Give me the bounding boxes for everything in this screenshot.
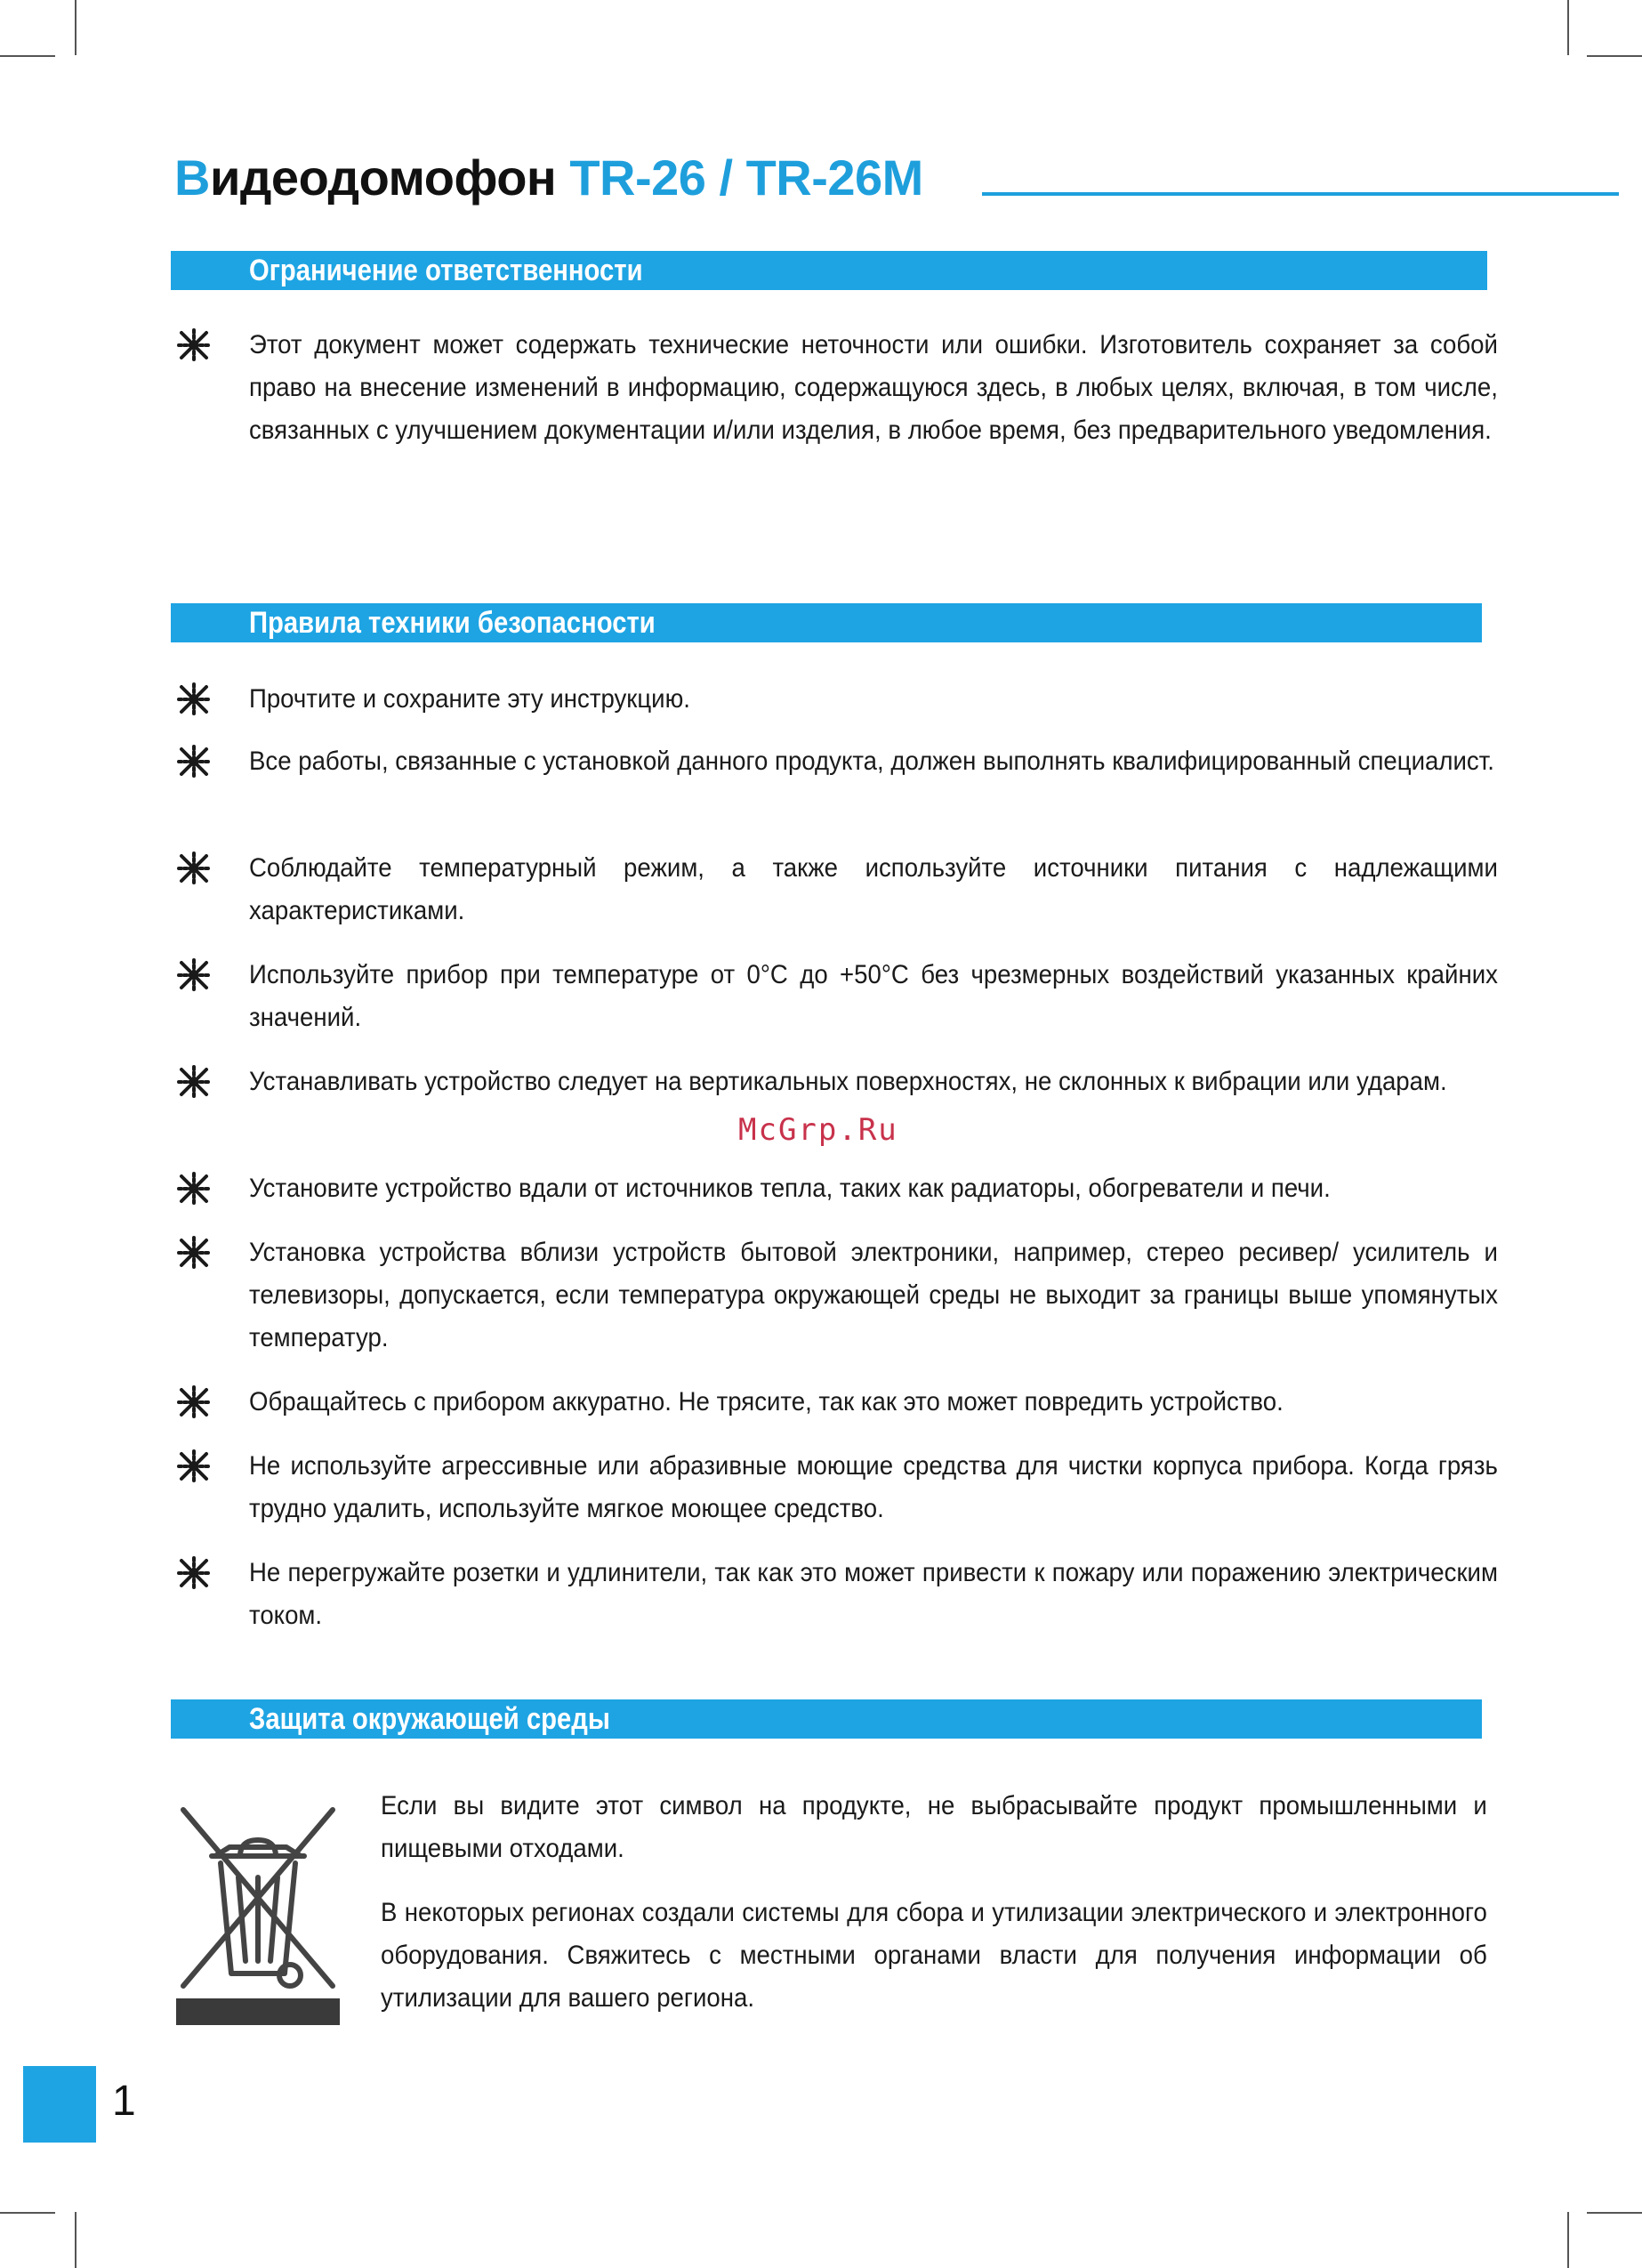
asterisk-bullet-icon xyxy=(174,1554,213,1593)
crop-mark xyxy=(75,2212,76,2268)
list-item xyxy=(174,1445,1498,1530)
asterisk-bullet-icon xyxy=(174,680,213,719)
page-tab xyxy=(23,2066,96,2143)
title-initial: В xyxy=(174,149,210,206)
list-item xyxy=(174,678,1489,721)
list-item xyxy=(174,1231,1498,1360)
environment-paragraph: В некоторых регионах создали системы для сбора и утилизации электрического и электронного оборудования. Свяжитесь с местными органами власти для получения информации об утилизации для вашего региона. xyxy=(381,1898,1487,2013)
crop-mark xyxy=(0,55,55,57)
section-header-environment xyxy=(171,1699,1482,1739)
asterisk-bullet-icon xyxy=(174,1447,213,1486)
crop-mark xyxy=(0,2212,55,2214)
item-text: Все работы, связанные с установкой данного продукта, должен выполнять квалифицированный специалист. xyxy=(249,747,1494,776)
crop-mark xyxy=(1587,55,1642,57)
item-text: Используйте прибор при температуре от 0°C до +50°C без чрезмерных воздействий указанных крайних значений. xyxy=(249,960,1498,1032)
list-item xyxy=(174,847,1498,932)
asterisk-bullet-icon xyxy=(174,1169,213,1208)
item-text: Устанавливать устройство следует на вертикальных поверхностях, не склонных к вибрации или ударам. xyxy=(249,1067,1447,1096)
section-title: Защита окружающей среды xyxy=(249,1702,610,1736)
item-text: Прочтите и сохраните эту инструкцию. xyxy=(249,684,690,714)
crossed-out-wheelie-bin-icon xyxy=(176,1797,340,2025)
list-item xyxy=(174,1167,1489,1210)
crop-mark xyxy=(1567,2212,1569,2268)
item-text: Этот документ может содержать технические неточности или ошибки. Изготовитель сохраняет за собой право на внесение изменений в информацию, содержащуюся здесь, в любых целях, включая, в том числе, связанных с улучшением документации и/или изделия, в любое время, без предварительного уведомления. xyxy=(249,330,1498,445)
list-item xyxy=(174,1381,1489,1424)
asterisk-bullet-icon xyxy=(174,849,213,888)
watermark: McGrp.Ru xyxy=(738,1112,898,1148)
item-text: Установка устройства вблизи устройств бытовой электроники, например, стерео ресивер/ усилитель и телевизоры, допускается, если температура окружающей среды не выходит за границы выше упомянутых температур. xyxy=(249,1238,1498,1352)
environment-paragraph: Если вы видите этот символ на продукте, не выбрасывайте продукт промышленными и пищевыми отходами. xyxy=(381,1791,1487,1863)
crop-mark xyxy=(1567,0,1569,55)
title-rule xyxy=(982,192,1619,196)
page-title xyxy=(174,149,923,206)
item-text: Обращайтесь с прибором аккуратно. Не трясите, так как это может повредить устройство. xyxy=(249,1387,1284,1416)
asterisk-bullet-icon xyxy=(174,326,213,365)
list-item xyxy=(174,1552,1498,1637)
asterisk-bullet-icon xyxy=(174,1383,213,1422)
list-item xyxy=(174,740,1494,783)
title-model: TR-26 / TR-26M xyxy=(569,149,923,206)
item-text: Не перегружайте розетки и удлинители, так как это может привести к пожару или поражению электрическим током. xyxy=(249,1558,1498,1630)
item-text: Соблюдайте температурный режим, а также используйте источники питания с надлежащими характеристиками. xyxy=(249,853,1498,925)
section-title: Правила техники безопасности xyxy=(249,606,656,640)
list-item xyxy=(174,954,1498,1039)
crop-mark xyxy=(75,0,76,55)
list-item xyxy=(174,324,1498,452)
section-header-safety xyxy=(171,603,1482,642)
asterisk-bullet-icon xyxy=(174,1233,213,1272)
asterisk-bullet-icon xyxy=(174,956,213,995)
section-title: Ограничение ответственности xyxy=(249,254,643,287)
item-text: Не используйте агрессивные или абразивные моющие средства для чистки корпуса прибора. Когда грязь трудно удалить, используйте мягкое моющее средство. xyxy=(249,1451,1498,1523)
list-item xyxy=(174,1061,1489,1103)
asterisk-bullet-icon xyxy=(174,1062,213,1102)
page-number: 1 xyxy=(112,2078,136,2125)
title-word: идеодомофон xyxy=(209,149,570,206)
section-header-disclaimer xyxy=(171,251,1487,290)
crop-mark xyxy=(1587,2212,1642,2214)
asterisk-bullet-icon xyxy=(174,742,213,781)
item-text: Установите устройство вдали от источников тепла, таких как радиаторы, обогреватели и печи. xyxy=(249,1174,1331,1203)
